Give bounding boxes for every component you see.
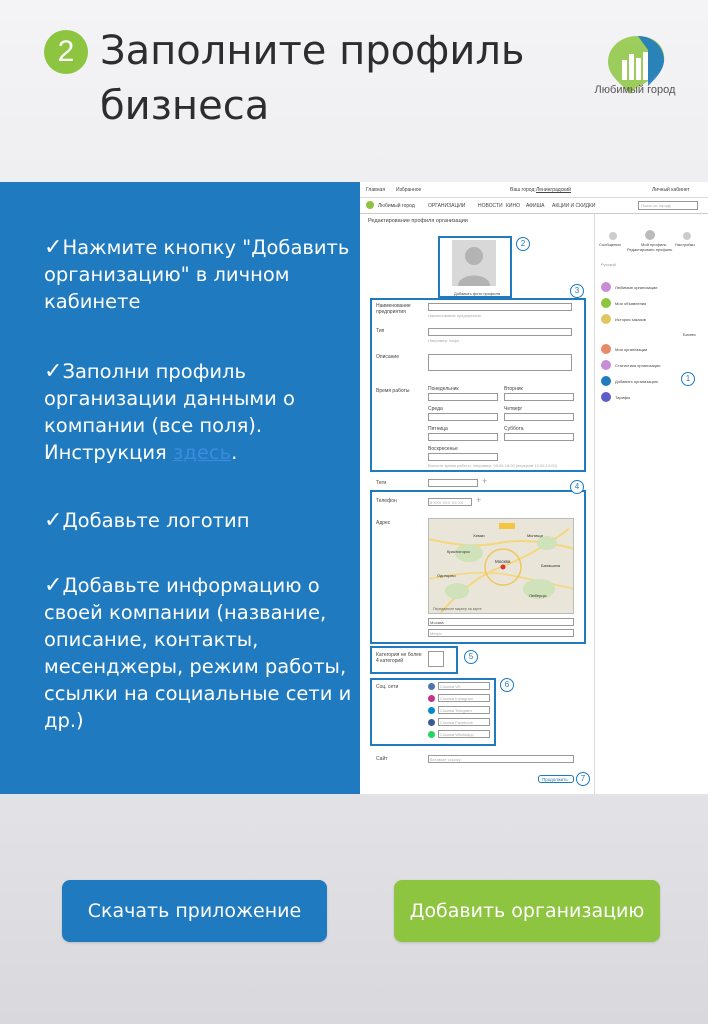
city-value[interactable]: Ленинградский (536, 187, 571, 193)
user-messages[interactable]: Сообщения (599, 242, 621, 247)
map-label-mytishchi: Мытищи (527, 533, 543, 538)
slide-title-line-1: Заполните профиль (100, 28, 525, 74)
logo-text: Любимый город (594, 84, 676, 96)
messages-icon[interactable] (609, 232, 617, 240)
sidebar-lang[interactable]: Русский (601, 262, 616, 267)
day-mon: Понедельник (428, 386, 459, 392)
label-tags: Теги (376, 480, 387, 486)
instruction-3 (44, 507, 354, 534)
step-marker-1: 1 (681, 372, 695, 386)
map-label-krasnogorsk: Красногорск (447, 549, 470, 554)
day-wed: Среда (428, 406, 443, 412)
instagram-icon (428, 695, 435, 702)
instruction-link[interactable]: здесь (173, 441, 232, 464)
instruction-1-text: Нажмите кнопку "Добавить организацию" в личном кабинете (44, 236, 350, 313)
slide-title-line-2: бизнеса (100, 83, 270, 129)
my-orgs-icon (601, 344, 611, 354)
social-whatsapp: Ссылка WhatsApp (440, 732, 474, 737)
frame-main-fields (370, 298, 586, 472)
add-organization-button[interactable]: Добавить организацию (394, 880, 660, 942)
map-note: Передвиньте маркер на карте (433, 607, 482, 611)
instruction-4 (44, 572, 354, 734)
label-phone: Телефон (376, 498, 397, 504)
menu-orders[interactable]: История заказов (615, 317, 646, 322)
embedded-screenshot (360, 182, 708, 794)
input-description[interactable] (428, 354, 572, 371)
check-icon: ✓ (44, 508, 63, 533)
user-settings[interactable]: Настройки (675, 242, 695, 247)
input-name[interactable] (428, 303, 572, 311)
top-link-home[interactable]: Главная (366, 187, 386, 193)
add-org-icon (601, 376, 611, 386)
mini-logo-icon (366, 201, 374, 209)
step-marker-4: 4 (570, 480, 584, 494)
orders-icon (601, 314, 611, 324)
label-site: Сайт (376, 756, 388, 762)
step-marker-5: 5 (464, 650, 478, 664)
label-hours: Время работы (376, 388, 410, 394)
photo-caption[interactable]: Добавить фото профиля (454, 291, 500, 296)
label-social: Соц. сети (376, 684, 399, 690)
step-number-badge: 2 (44, 30, 88, 74)
check-icon: ✓ (44, 235, 63, 260)
ads-icon (601, 298, 611, 308)
sidebar-business: Бизнес (683, 332, 697, 337)
menu-tariffs[interactable]: Тарифы (615, 395, 631, 400)
input-thu[interactable] (504, 413, 574, 421)
hint-hours: Вносите время работы, например: 09:00-18:00 (перерыв 13:00-14:00) (428, 463, 558, 468)
menu-my-orgs[interactable]: Мои организации (615, 347, 648, 352)
site-placeholder: Вставьте ссылку (430, 757, 461, 762)
screenshot-navbar (360, 198, 708, 214)
vk-icon (428, 683, 435, 690)
label-category: Категория не более 4 категорий (376, 652, 422, 664)
day-thu: Четверг (504, 406, 523, 412)
instructions-panel (0, 182, 360, 794)
instruction-3-text: Добавьте логотип (62, 509, 250, 532)
day-tue: Вторник (504, 386, 523, 392)
avatar-placeholder-icon[interactable] (452, 240, 496, 286)
whatsapp-icon (428, 731, 435, 738)
screenshot-topbar (360, 182, 708, 198)
input-type[interactable] (428, 328, 572, 336)
screenshot-sidebar (594, 214, 708, 794)
social-instagram: Ссылка Instagram (440, 696, 474, 701)
menu-favorites[interactable]: Любимые организации (615, 285, 658, 290)
label-description: Описание (376, 354, 400, 360)
nav-organizations[interactable]: ОРГАНИЗАЦИИ (428, 203, 466, 209)
add-phone-icon[interactable]: + (476, 495, 482, 505)
check-icon: ✓ (44, 573, 63, 598)
social-telegram: Ссылка Telegram (440, 708, 472, 713)
step-marker-7: 7 (576, 772, 590, 786)
input-address[interactable] (428, 618, 574, 626)
social-facebook: Ссылка Facebook (440, 720, 473, 725)
instruction-1 (44, 234, 354, 315)
nav-sales[interactable]: АКЦИИ И СКИДКИ (552, 203, 596, 209)
step-marker-2: 2 (516, 237, 530, 251)
stats-icon (601, 360, 611, 370)
page-heading: Редактирование профиля организации (368, 218, 468, 224)
phone-placeholder: 8 XXX XXX XX XX (430, 500, 464, 505)
input-tags[interactable] (428, 479, 478, 487)
label-name: Наименование предприятия (376, 303, 411, 315)
top-link-favorites[interactable]: Избранное (396, 187, 422, 193)
cabinet-link[interactable]: Личный кабинет (652, 187, 690, 193)
instruction-2-end: . (231, 441, 238, 464)
edit-profile-link[interactable]: Редактировать профиль (627, 247, 673, 252)
nav-news[interactable]: НОВОСТИ (478, 203, 503, 209)
map-label-odintsovo: Одинцово (437, 573, 456, 578)
map-label-balashikha: Балашиха (541, 563, 561, 568)
slide-header (0, 0, 708, 182)
instruction-4-text: Добавьте информацию о своей компании (название, описание, контакты, месенджеры, режим работы, ссылки на социальные сети и др.) (44, 574, 352, 732)
search-placeholder: Поиск по городу (641, 203, 671, 208)
favorites-icon (601, 282, 611, 292)
day-fri: Пятница (428, 426, 448, 432)
input-metro[interactable] (428, 629, 574, 637)
hint-type: Например: Кафе (428, 338, 460, 343)
submit-label: Продолжить (542, 777, 568, 782)
step-marker-6: 6 (500, 678, 514, 692)
settings-icon[interactable] (683, 232, 691, 240)
user-profile[interactable]: Мой профиль (641, 242, 667, 247)
day-sat: Суббота (504, 426, 524, 432)
menu-add-org[interactable]: Добавить организацию (615, 379, 658, 384)
social-vk: Ссылка VK (440, 684, 461, 689)
category-select[interactable] (428, 651, 444, 667)
map-label-lyubertsy: Люберцы (529, 593, 547, 598)
check-icon: ✓ (44, 359, 63, 384)
hint-name: Наименование предприятия (428, 313, 481, 318)
profile-avatar-icon[interactable] (645, 230, 655, 240)
address-value: Москва (430, 620, 444, 625)
nav-cinema[interactable]: КИНО (506, 203, 521, 209)
city-label: Ваш город: (510, 187, 536, 193)
address-map[interactable] (428, 518, 574, 614)
menu-stats[interactable]: Статистика организации (615, 363, 661, 368)
label-address: Адрес (376, 520, 391, 526)
input-wed[interactable] (428, 413, 498, 421)
menu-ads[interactable]: Мои объявления (615, 301, 647, 306)
day-sun: Воскресенье (428, 446, 458, 452)
add-tag-icon[interactable]: + (482, 476, 488, 486)
mini-logo-text: Любимый город (378, 203, 415, 209)
label-type: Тип (376, 328, 385, 334)
map-label-moscow: Москва (495, 559, 511, 564)
facebook-icon (428, 719, 435, 726)
step-marker-3: 3 (570, 284, 584, 298)
input-mon[interactable] (428, 393, 498, 401)
input-sun[interactable] (428, 453, 498, 461)
map-label-khimki: Химки (473, 533, 485, 538)
instruction-2-text: Заполни профиль организации данными о компании (все поля). Инструкция (44, 360, 295, 464)
input-tue[interactable] (504, 393, 574, 401)
download-app-button[interactable]: Скачать приложение (62, 880, 327, 942)
input-sat[interactable] (504, 433, 574, 441)
metro-placeholder: Метро (430, 631, 442, 636)
tariffs-icon (601, 392, 611, 402)
nav-afisha[interactable]: АФИША (526, 203, 545, 209)
input-fri[interactable] (428, 433, 498, 441)
instruction-2 (44, 358, 354, 466)
telegram-icon (428, 707, 435, 714)
